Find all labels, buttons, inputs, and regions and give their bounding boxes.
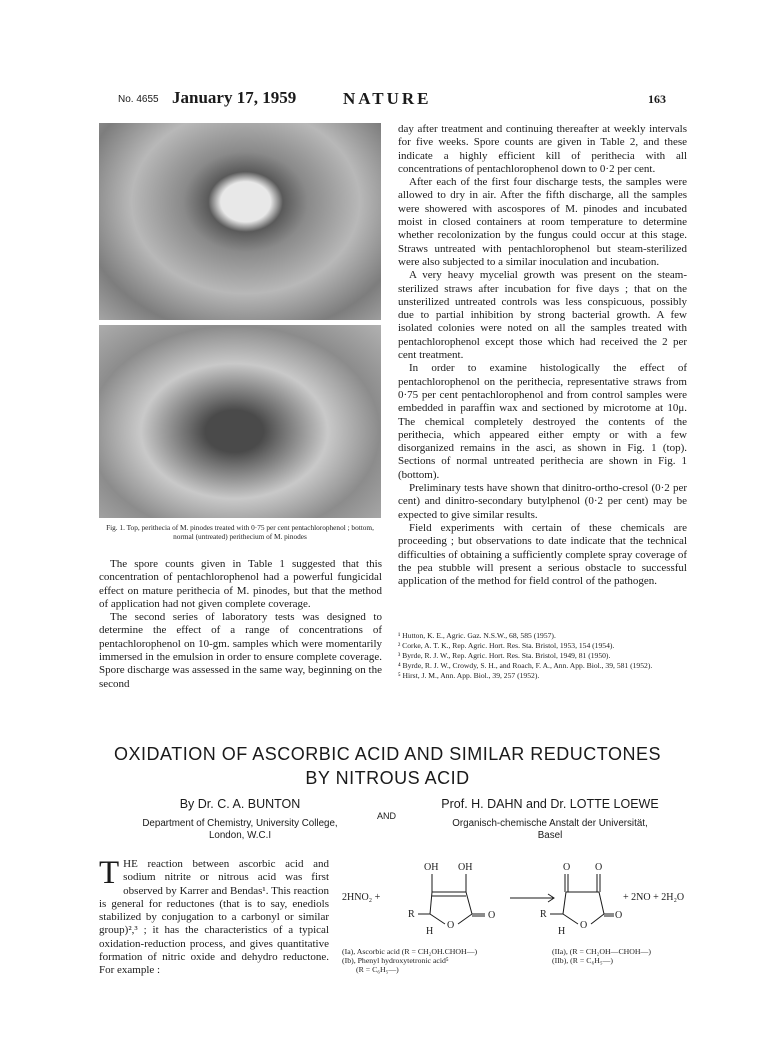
affiliation-line: Organisch-chemische Anstalt der Universität, bbox=[452, 818, 648, 829]
reference-item: ⁴ Byrde, R. J. W., Crowdy, S. H., and Roach, F. A., Ann. App. Biol., 39, 581 (1952). bbox=[398, 661, 653, 670]
ring-right bbox=[550, 874, 614, 924]
carbonyl-oxygen: O bbox=[488, 910, 496, 921]
substituent-label: R bbox=[540, 909, 547, 920]
hydroxyl-label: OH bbox=[458, 862, 473, 873]
drop-cap: T bbox=[99, 855, 120, 891]
reaction-scheme bbox=[342, 858, 702, 988]
paragraph: A very heavy mycelial growth was present on the steam-sterilized straws after incubation for five days ; that on the unsterilized untreated controls was less conspicuous, possibly due to partial inhibition by strong bacterial growth. A few isolated colonies were noted on all the samples treated with pentachlorophenol except those which had received the 2 per cent treatment. bbox=[398, 269, 687, 362]
figure-caption: Fig. 1. Top, perithecia of M. pinodes treated with 0·75 per cent pentachlorophenol ; bottom, normal (untreated) perithecium of M. pinodes bbox=[106, 523, 374, 541]
hydrogen-label: H bbox=[558, 926, 566, 937]
article-title bbox=[60, 742, 715, 790]
title-line: BY NITROUS ACID bbox=[305, 768, 470, 788]
paragraph: Field experiments with certain of these chemicals are proceeding ; but observations to date indicate that the technical difficulties of obtaining a sufficiently complete spray coverage of the pea stubble will present a serious obstacle to successful application of the method for field control of the pathogen. bbox=[398, 521, 687, 588]
paragraph: The spore counts given in Table 1 suggested that this concentration of pentachlorophenol had a powerful fungicidal effect on mature perithecia of M. pinodes, but that the method of application had not given complete coverage. bbox=[99, 558, 382, 610]
left-column bbox=[99, 558, 382, 691]
caption-left-line: (Ia), Ascorbic acid (R = CH₂OH.CHOH—) bbox=[342, 947, 478, 956]
micrograph-treated-perithecia bbox=[99, 123, 381, 320]
oxo-label: O bbox=[563, 862, 571, 873]
paragraph: After each of the first four discharge tests, the samples were allowed to dry in air. After the fifth discharge, all the samples were showered with ascospores of M. pinodes and incubated moist in closed containers at room temperature to determine whether recolonization by the fungus could occur at this stage. Straws untreated with pentachlorophenol but steam-sterilized were also subjected to a similar inoculation and incubation. bbox=[398, 176, 687, 268]
issue-date: January 17, 1959 bbox=[172, 88, 297, 107]
caption-right-line: (IIb), (R = C₆H₅—) bbox=[552, 956, 613, 965]
page-number: 163 bbox=[648, 92, 666, 106]
reaction-arrow bbox=[510, 894, 554, 902]
caption-left-line: (R = C₆H₅—) bbox=[356, 965, 399, 974]
micrograph-untreated-perithecium bbox=[99, 325, 381, 518]
paragraph: Preliminary tests have shown that dinitro-ortho-cresol (0·2 per cent) and dinitro-secondary butylphenol (0·2 per cent) may be expected to give similar results. bbox=[398, 482, 687, 521]
affiliation-line: London, W.C.I bbox=[208, 830, 272, 841]
scheme-captions bbox=[342, 947, 651, 974]
hydroxyl-label: OH bbox=[424, 862, 439, 873]
right-column bbox=[398, 123, 687, 588]
author-affiliation bbox=[410, 818, 690, 842]
reaction-diagram bbox=[342, 858, 702, 988]
oxo-label: O bbox=[595, 862, 603, 873]
paragraph: day after treatment and continuing thereafter at weekly intervals for five weeks. Spore counts are given in Table 2, and these indicate a highly efficient kill of perithecia with all concentrations of pentachlorophenol down to 0·2 per cent. bbox=[398, 123, 687, 175]
affiliation-line: Department of Chemistry, University College, bbox=[142, 818, 338, 829]
author-block-right bbox=[410, 797, 690, 842]
journal-title: NATURE bbox=[343, 89, 432, 108]
reference-item: ¹ Hutton, K. E., Agric. Gaz. N.S.W., 68, 585 (1957). bbox=[398, 631, 556, 640]
carbonyl-oxygen: O bbox=[615, 910, 623, 921]
reference-item: ⁵ Hirst, J. M., Ann. App. Biol., 39, 257 (1952). bbox=[398, 671, 540, 680]
paragraph: The second series of laboratory tests was designed to determine the effect of a range of concentrations of pentachlorophenol on 10-gm. samples which were momentarily immersed in the emulsion in order to ensure complete coverage. Spore discharge was assessed in the same way, beginning on the second bbox=[99, 611, 382, 690]
substituent-label: R bbox=[408, 909, 415, 920]
references bbox=[398, 631, 687, 681]
reagent-label: 2HNO₂ + bbox=[342, 892, 381, 903]
body-text: HE reaction between ascorbic acid and sodium nitrite or nitrous acid was first observed by Karrer and Bendas¹. This reaction is general for reductones (that is to say, enediols stabilized by conjugation to a carbonyl or similar group)²,³ ; it has the characteristics of a typical oxidation-reduction process, and gives quantitative formation of nitric oxide and dehydro reductone. For example : bbox=[99, 858, 329, 977]
ring-left bbox=[418, 874, 485, 924]
author-conjunction: AND bbox=[377, 811, 397, 821]
hydrogen-label: H bbox=[426, 926, 434, 937]
ring-oxygen: O bbox=[447, 920, 455, 931]
caption-left-line: (Ib), Phenyl hydroxytetronic acid⁵ bbox=[342, 956, 449, 965]
reference-item: ³ Byrde, R. J. W., Rep. Agric. Hort. Res. Sta. Bristol, 1949, 81 (1950). bbox=[398, 651, 611, 660]
caption-right-line: (IIa), (R = CH₂OH—CHOH—) bbox=[552, 947, 651, 956]
products-label: + 2NO + 2H₂O bbox=[623, 892, 685, 903]
author-affiliation bbox=[110, 818, 370, 842]
ring-oxygen: O bbox=[580, 920, 588, 931]
article-body bbox=[99, 855, 329, 978]
reference-item: ² Corke, A. T. K., Rep. Agric. Hort. Res. Sta. Bristol, 1953, 154 (1954). bbox=[398, 641, 615, 650]
author-block-left bbox=[110, 797, 370, 842]
author-name: By Dr. C. A. BUNTON bbox=[179, 797, 301, 811]
affiliation-line: Basel bbox=[537, 830, 563, 841]
paragraph: In order to examine histologically the effect of pentachlorophenol on the perithecia, representative straws from 0·75 per cent pentachlorophenol and from control samples were embedded in paraffin wax and sectioned by microtome at 10μ. The chemical completely destroyed the contents of the perithecia, which appeared either empty or with a few disorganized remains in the asci, as shown in Fig. 1 (top). Sections of normal untreated perithecia are shown in Fig. 1 (bottom). bbox=[398, 362, 687, 481]
author-name: Prof. H. DAHN and Dr. LOTTE LOEWE bbox=[441, 797, 659, 811]
title-line: OXIDATION OF ASCORBIC ACID AND SIMILAR REDUCTONES bbox=[114, 744, 661, 764]
issue-number: No. 4655 bbox=[118, 94, 159, 105]
